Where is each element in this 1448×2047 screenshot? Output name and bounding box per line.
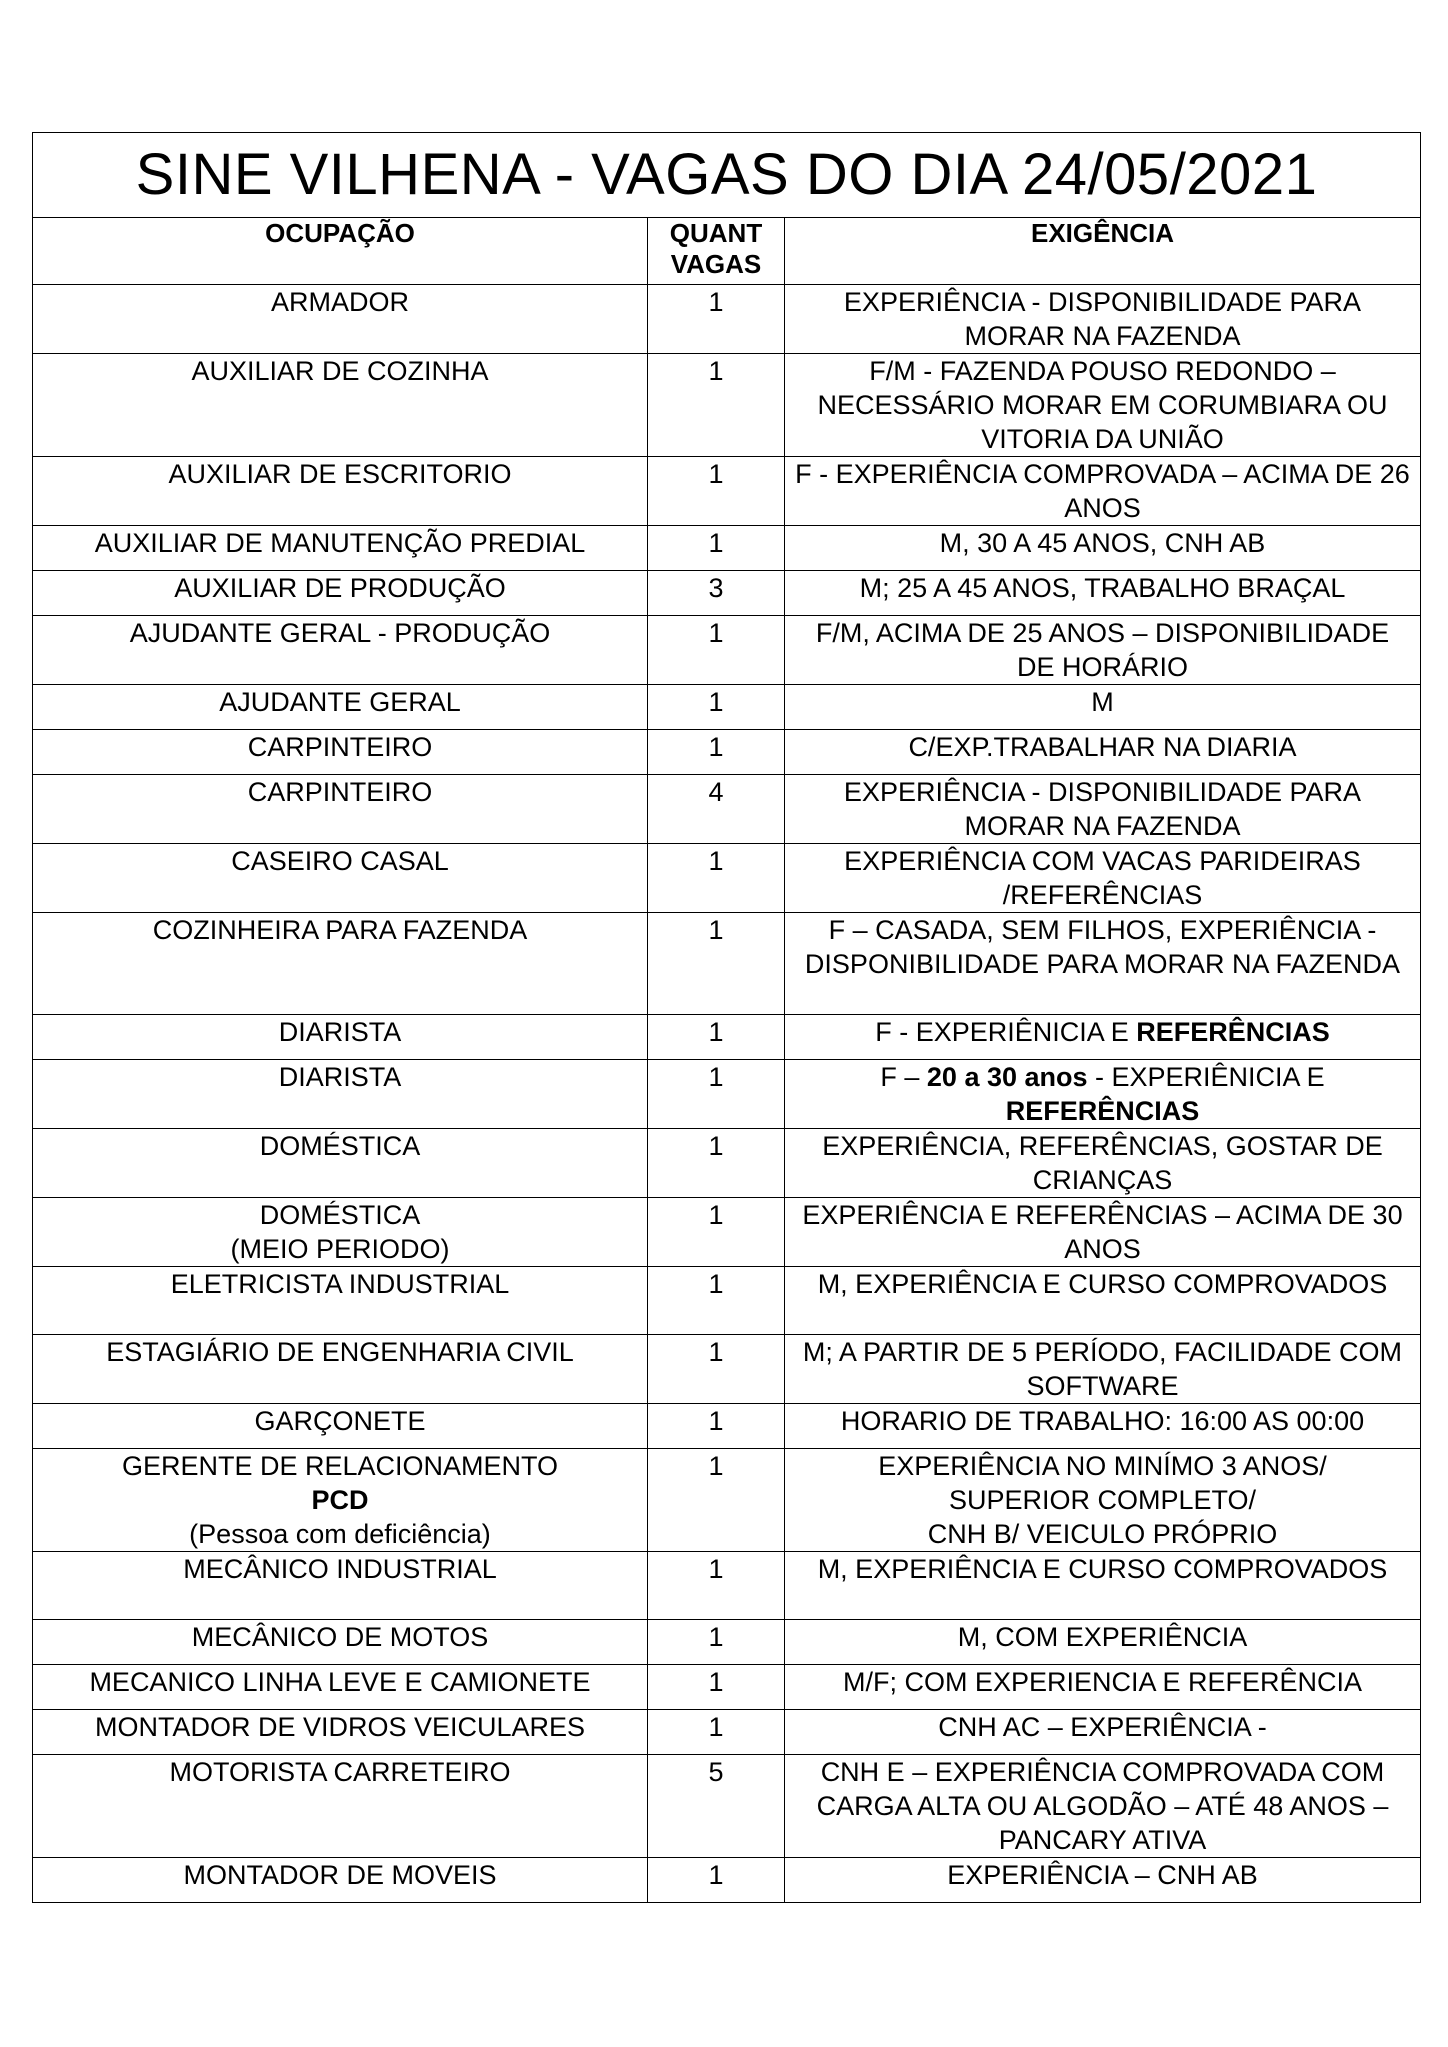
- occupation-cell: ELETRICISTA INDUSTRIAL: [33, 1267, 648, 1335]
- table-row: [33, 1015, 1421, 1060]
- table-row: [33, 1404, 1421, 1449]
- requirement-cell: [785, 1449, 1421, 1552]
- table-row: [33, 844, 1421, 913]
- requirement-cell: EXPERIÊNCIA, REFERÊNCIAS, GOSTAR DE CRIANÇAS: [785, 1129, 1421, 1198]
- requirement-text: - EXPERIÊNICIA E: [1087, 1062, 1325, 1092]
- requirement-cell: M, COM EXPERIÊNCIA: [785, 1620, 1421, 1665]
- occupation-cell: MOTORISTA CARRETEIRO: [33, 1755, 648, 1858]
- table-row: [33, 571, 1421, 616]
- table-row: [33, 1665, 1421, 1710]
- occupation-cell: CARPINTEIRO: [33, 775, 648, 844]
- requirement-cell: CNH AC – EXPERIÊNCIA -: [785, 1710, 1421, 1755]
- requirement-cell: EXPERIÊNCIA – CNH AB: [785, 1858, 1421, 1903]
- occupation-cell: AUXILIAR DE MANUTENÇÃO PREDIAL: [33, 526, 648, 571]
- table-row: [33, 685, 1421, 730]
- requirement-cell: EXPERIÊNCIA COM VACAS PARIDEIRAS /REFERÊNCIAS: [785, 844, 1421, 913]
- requirement-cell: [785, 1060, 1421, 1129]
- title-row: [33, 133, 1421, 218]
- header-row: [33, 218, 1421, 285]
- quantity-cell: 1: [648, 1335, 785, 1404]
- quantity-cell: 1: [648, 1552, 785, 1620]
- table-row: [33, 775, 1421, 844]
- requirement-cell: F – CASADA, SEM FILHOS, EXPERIÊNCIA - DISPONIBILIDADE PARA MORAR NA FAZENDA: [785, 913, 1421, 1015]
- occupation-cell: MONTADOR DE MOVEIS: [33, 1858, 648, 1903]
- occupation-text: GERENTE DE RELACIONAMENTO: [121, 1451, 559, 1481]
- requirement-bold-text: REFERÊNCIAS: [1005, 1096, 1200, 1126]
- table-row: [33, 730, 1421, 775]
- quantity-cell: 1: [648, 526, 785, 571]
- quantity-cell: 4: [648, 775, 785, 844]
- requirement-cell: EXPERIÊNCIA E REFERÊNCIAS – ACIMA DE 30 ANOS: [785, 1198, 1421, 1267]
- occupation-cell: COZINHEIRA PARA FAZENDA: [33, 913, 648, 1015]
- requirement-cell: M, EXPERIÊNCIA E CURSO COMPROVADOS: [785, 1552, 1421, 1620]
- table-row: [33, 616, 1421, 685]
- header-requirement: EXIGÊNCIA: [785, 218, 1421, 285]
- header-quantity: [648, 218, 785, 285]
- table-row: [33, 1267, 1421, 1335]
- occupation-cell: GARÇONETE: [33, 1404, 648, 1449]
- header-quantity-line1: QUANT: [669, 218, 763, 248]
- table-row: [33, 354, 1421, 457]
- quantity-cell: 1: [648, 844, 785, 913]
- requirement-cell: C/EXP.TRABALHAR NA DIARIA: [785, 730, 1421, 775]
- job-vacancies-table: [32, 132, 1421, 1903]
- occupation-cell: AJUDANTE GERAL - PRODUÇÃO: [33, 616, 648, 685]
- requirement-cell: EXPERIÊNCIA - DISPONIBILIDADE PARA MORAR NA FAZENDA: [785, 775, 1421, 844]
- quantity-cell: 1: [648, 1858, 785, 1903]
- document-title: SINE VILHENA - VAGAS DO DIA 24/05/2021: [33, 133, 1421, 218]
- occupation-cell: DIARISTA: [33, 1060, 648, 1129]
- occupation-cell: ESTAGIÁRIO DE ENGENHARIA CIVIL: [33, 1335, 648, 1404]
- quantity-cell: 1: [648, 1129, 785, 1198]
- occupation-cell: ARMADOR: [33, 285, 648, 354]
- requirement-cell: M/F; COM EXPERIENCIA E REFERÊNCIA: [785, 1665, 1421, 1710]
- occupation-cell: [33, 1198, 648, 1267]
- occupation-cell: AUXILIAR DE COZINHA: [33, 354, 648, 457]
- quantity-cell: 1: [648, 1620, 785, 1665]
- requirement-text: F - EXPERIÊNICIA E: [875, 1017, 1137, 1047]
- job-listing-document: [32, 132, 1420, 1903]
- occupation-cell: AUXILIAR DE ESCRITORIO: [33, 457, 648, 526]
- requirement-cell: F - EXPERIÊNCIA COMPROVADA – ACIMA DE 26 ANOS: [785, 457, 1421, 526]
- occupation-subtext: (Pessoa com deficiência): [189, 1519, 491, 1549]
- occupation-text: DOMÉSTICA: [259, 1200, 421, 1230]
- table-row: [33, 1335, 1421, 1404]
- occupation-cell: DOMÉSTICA: [33, 1129, 648, 1198]
- requirement-cell: M, 30 A 45 ANOS, CNH AB: [785, 526, 1421, 571]
- quantity-cell: 1: [648, 1665, 785, 1710]
- requirement-line: SUPERIOR COMPLETO/: [948, 1485, 1257, 1515]
- requirement-cell: F/M, ACIMA DE 25 ANOS – DISPONIBILIDADE DE HORÁRIO: [785, 616, 1421, 685]
- occupation-bold-tag: PCD: [311, 1485, 369, 1515]
- table-row: [33, 1858, 1421, 1903]
- quantity-cell: 5: [648, 1755, 785, 1858]
- occupation-cell: AJUDANTE GERAL: [33, 685, 648, 730]
- table-row: [33, 1552, 1421, 1620]
- table-row: [33, 1755, 1421, 1858]
- requirement-cell: F/M - FAZENDA POUSO REDONDO – NECESSÁRIO MORAR EM CORUMBIARA OU VITORIA DA UNIÃO: [785, 354, 1421, 457]
- requirement-bold-age: 20 a 30 anos: [926, 1062, 1088, 1092]
- quantity-cell: 1: [648, 1449, 785, 1552]
- quantity-cell: 1: [648, 1267, 785, 1335]
- quantity-cell: 1: [648, 685, 785, 730]
- requirement-cell: M: [785, 685, 1421, 730]
- occupation-cell: MONTADOR DE VIDROS VEICULARES: [33, 1710, 648, 1755]
- occupation-cell: DIARISTA: [33, 1015, 648, 1060]
- quantity-cell: 1: [648, 1060, 785, 1129]
- table-row: [33, 1449, 1421, 1552]
- occupation-subtext: (MEIO PERIODO): [230, 1234, 450, 1264]
- requirement-cell: [785, 1015, 1421, 1060]
- quantity-cell: 1: [648, 1198, 785, 1267]
- occupation-cell: MECÂNICO INDUSTRIAL: [33, 1552, 648, 1620]
- table-row: [33, 1710, 1421, 1755]
- occupation-cell: [33, 1449, 648, 1552]
- requirement-cell: M; 25 A 45 ANOS, TRABALHO BRAÇAL: [785, 571, 1421, 616]
- occupation-cell: CASEIRO CASAL: [33, 844, 648, 913]
- table-row: [33, 1060, 1421, 1129]
- table-row: [33, 285, 1421, 354]
- table-row: [33, 1129, 1421, 1198]
- requirement-cell: EXPERIÊNCIA - DISPONIBILIDADE PARA MORAR NA FAZENDA: [785, 285, 1421, 354]
- requirement-bold-text: REFERÊNCIAS: [1136, 1017, 1330, 1047]
- header-quantity-line2: VAGAS: [670, 249, 762, 279]
- table-row: [33, 526, 1421, 571]
- occupation-cell: MECÂNICO DE MOTOS: [33, 1620, 648, 1665]
- quantity-cell: 1: [648, 285, 785, 354]
- requirement-cell: HORARIO DE TRABALHO: 16:00 AS 00:00: [785, 1404, 1421, 1449]
- table-row: [33, 1198, 1421, 1267]
- quantity-cell: 1: [648, 616, 785, 685]
- table-row: [33, 1620, 1421, 1665]
- table-row: [33, 457, 1421, 526]
- occupation-cell: CARPINTEIRO: [33, 730, 648, 775]
- quantity-cell: 1: [648, 1404, 785, 1449]
- quantity-cell: 3: [648, 571, 785, 616]
- requirement-cell: M; A PARTIR DE 5 PERÍODO, FACILIDADE COM SOFTWARE: [785, 1335, 1421, 1404]
- occupation-cell: MECANICO LINHA LEVE E CAMIONETE: [33, 1665, 648, 1710]
- quantity-cell: 1: [648, 457, 785, 526]
- requirement-cell: CNH E – EXPERIÊNCIA COMPROVADA COM CARGA ALTA OU ALGODÃO – ATÉ 48 ANOS – PANCARY ATIVA: [785, 1755, 1421, 1858]
- quantity-cell: 1: [648, 1015, 785, 1060]
- requirement-line: CNH B/ VEICULO PRÓPRIO: [927, 1519, 1278, 1549]
- quantity-cell: 1: [648, 913, 785, 1015]
- requirement-cell: M, EXPERIÊNCIA E CURSO COMPROVADOS: [785, 1267, 1421, 1335]
- quantity-cell: 1: [648, 730, 785, 775]
- requirement-text: F –: [880, 1062, 927, 1092]
- quantity-cell: 1: [648, 354, 785, 457]
- table-row: [33, 913, 1421, 1015]
- quantity-cell: 1: [648, 1710, 785, 1755]
- occupation-cell: AUXILIAR DE PRODUÇÃO: [33, 571, 648, 616]
- header-occupation: OCUPAÇÃO: [33, 218, 648, 285]
- requirement-line: EXPERIÊNCIA NO MINÍMO 3 ANOS/: [878, 1451, 1327, 1481]
